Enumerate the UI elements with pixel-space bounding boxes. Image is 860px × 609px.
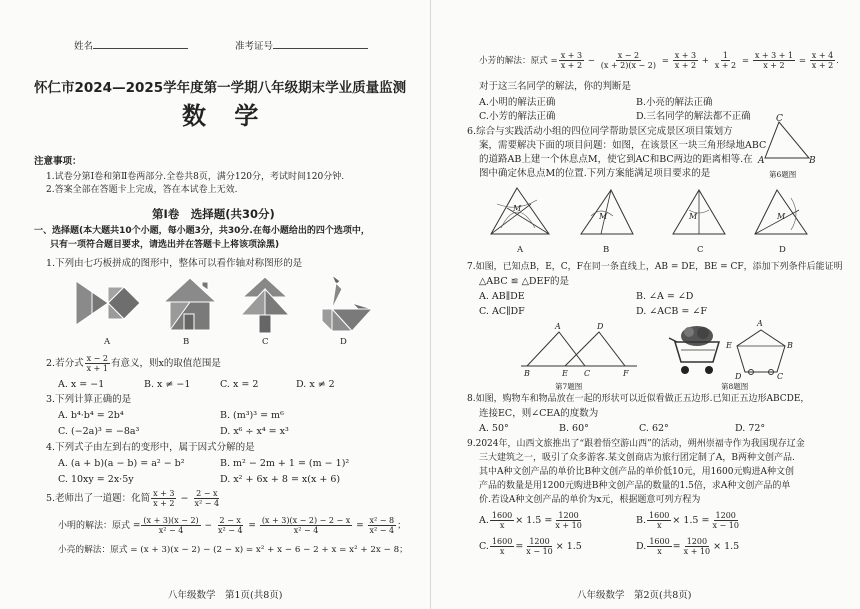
q9-option-a <box>479 510 585 532</box>
name-field <box>74 38 188 53</box>
xf-f2-numerator: x − 2 <box>617 51 640 60</box>
q6-option-b: B <box>603 245 610 255</box>
xiaofang-solution: 小芳的解法：原式 = $\frac{x + 3}{x + 2}$ − $\frac{x - 2}{(x + 2)(x - 2)}$ = $\frac{x + 3}{x + 2}$ + $\frac{1}{x + 2}$ = $\frac{x + 3 + 1}{x + 2}$ = $\frac{x + 4}{x + 2}$ . <box>479 51 839 70</box>
q4-option-c: C. 10xy = 2x·5y <box>58 474 134 485</box>
tangram-fish-figure <box>72 275 144 331</box>
exam-title: 怀仁市2024—2025学年度第一学期八年级期末学业质量监测 <box>34 80 407 96</box>
xf-f4-denominator: x + 2 <box>714 61 737 70</box>
q9-c-tail: × 1.5 <box>555 541 582 552</box>
q9-d-mid: = <box>672 541 681 552</box>
xf-fraction-1 <box>559 51 584 70</box>
xm-fraction-2 <box>216 516 245 535</box>
xiaofang-label: 小芳的解法：原式 = <box>479 56 558 66</box>
q3-option-c: C. (−2a)³ = −8a³ <box>58 426 140 437</box>
q1-option-d-label: D <box>340 337 347 347</box>
q6-option-a: A <box>517 245 524 255</box>
q5-f1-numerator: x + 3 <box>153 489 175 498</box>
q4-option-d: D. x² + 6x + 8 = x(x + 6) <box>220 474 341 485</box>
q7-point-c: C <box>584 369 591 378</box>
q8-option-a: A. 50° <box>479 423 509 434</box>
q6-option-c: C <box>697 245 704 255</box>
xf-f2-denominator: (x + 2)(x − 2) <box>600 61 657 70</box>
q5-f2-denominator: x² − 4 <box>194 499 220 508</box>
q3-option-d: D. x⁶ ÷ x⁴ = x³ <box>220 426 289 437</box>
question-3-stem: 3.下列计算正确的是 <box>46 394 132 405</box>
q5-option-c: C.小芳的解法正确 <box>479 111 556 122</box>
q9-stem-line-4: 产品的数量是用1200元购进B种文创产品的数量的1.5倍，求A种文创产品的单 <box>479 481 791 491</box>
q2-prefix: 2.若分式 <box>46 358 84 369</box>
q6-vertex-a: A <box>758 156 765 166</box>
q6-stem-line-1: 6.综合与实践活动小组的四位同学帮助景区完成景区项目策划方 <box>467 126 733 137</box>
question-2-stem <box>46 354 221 374</box>
q9-option-c <box>479 536 582 558</box>
q9-b-mid: × 1.5 = <box>672 515 710 526</box>
q6-c-point-m: M <box>689 212 698 221</box>
q9-stem-line-5: 价.若设A种文创产品的单价为x元，根据题意可列方程为 <box>479 495 701 505</box>
tangram-tree-figure <box>239 275 291 335</box>
q7-point-a: A <box>555 322 561 331</box>
xf-f1-denominator: x + 2 <box>560 61 583 70</box>
q7-stem-line-2: △ABC ≌ △DEF的是 <box>479 276 570 287</box>
page-1-footer: 八年级数学 第1页(共8页) <box>168 590 283 601</box>
note-2: 2.答案全部在答题卡上完成，答在本试卷上无效. <box>46 185 238 195</box>
xiaoming-solution: 小明的解法：原式 = $\frac{(x + 3)(x - 2)}{\text{x² − 4}}$ − $\frac{2 - x}{\text{x² − 4}}$ = $\frac{(x + 3)(x - 2) - 2 - x}{\text{x² − 4}}$ = $\frac{\text{x² − 8}}{\text{x² − 4}}$ ； <box>58 516 407 535</box>
q6-vertex-c: C <box>776 114 783 124</box>
q7-triangles-figure <box>519 328 639 372</box>
xm-f1-denominator: x² − 4 <box>158 526 184 535</box>
q2-option-c: C. x = 2 <box>220 379 259 390</box>
fig6-caption: 第6题图 <box>769 170 797 179</box>
q5-fraction-1 <box>151 489 176 508</box>
q5-judgement-stem: 对于这三名同学的解法，你的判断是 <box>479 81 632 92</box>
q8-stem-line-1: 8.如图，购物车和物品放在一起的形状可以近似看做正五边形.已知正五边形ABCDE， <box>467 394 810 404</box>
name-label: 姓名 <box>74 41 94 52</box>
q5-prefix: 5.老师出了一道题：化简 <box>46 493 151 504</box>
q6-stem-line-2: 案，需要解决下面的项目问题：如图，在该景区一块三角形绿地ABC <box>479 140 767 151</box>
q9-c-f2-denominator: x − 10 <box>526 547 553 556</box>
q5-option-b: B.小亮的解法正确 <box>636 97 713 108</box>
q9-d-f2-denominator: x + 10 <box>683 547 711 556</box>
q9-a-f2-numerator: 1200 <box>558 511 579 520</box>
q4-option-a: A. (a + b)(a − b) = a² − b² <box>58 458 185 469</box>
shopping-cart-icon <box>667 324 723 378</box>
q5-f1-denominator: x + 2 <box>153 499 175 508</box>
q2-fraction-numerator: x − 2 <box>86 354 108 363</box>
mc-instruction-line-1: 一、选择题(本大题共10个小题，每小题3分，共30分.在每小题给出的四个选项中， <box>34 226 370 236</box>
xm-f4-denominator: x² − 4 <box>369 526 395 535</box>
xf-f3-numerator: x + 3 <box>674 51 697 60</box>
xm-f2-denominator: x² − 4 <box>217 526 243 535</box>
q1-option-c-label: C <box>262 337 269 347</box>
q8-option-c: C. 62° <box>639 423 669 434</box>
q9-b-f1-denominator: x <box>656 521 662 530</box>
q9-a-frac-2 <box>553 511 583 530</box>
xf-fraction-2 <box>599 51 658 70</box>
page-2-footer: 八年级数学 第2页(共8页) <box>577 590 692 601</box>
q2-option-a: A. x = −1 <box>58 379 105 390</box>
q8-stem-line-2: 连接EC，则∠CEA的度数为 <box>479 408 599 419</box>
xf-fraction-3 <box>673 51 698 70</box>
q7-point-e: E <box>562 369 568 378</box>
mc-instruction-line-2: 只有一项符合题目要求，请选出并在答题卡上将该项涂黑) <box>50 240 280 250</box>
section-1-title: 第Ⅰ卷 选择题(共30分) <box>152 207 275 221</box>
q9-d-letter: D. <box>636 541 647 552</box>
xm-f3-numerator: (x + 3)(x − 2) − 2 − x <box>261 516 351 525</box>
tangram-swan-figure <box>318 273 374 335</box>
note-1: 1.试卷分第Ⅰ卷和第Ⅱ卷两部分.全卷共8页，满分120分，考试时间120分钟. <box>46 172 345 182</box>
q6-option-c-construction <box>669 186 729 240</box>
exam-number-field <box>235 38 368 53</box>
q9-a-letter: A. <box>479 515 489 526</box>
q9-stem-line-2: 三大建筑之一，吸引了众多游客.某文创商店为旅行团定制了A，B两种文创产品. <box>479 453 795 463</box>
q9-c-f1-denominator: x <box>499 547 505 556</box>
q9-b-letter: B. <box>636 515 647 526</box>
q3-option-b: B. (m³)³ = m⁶ <box>220 410 284 421</box>
q8-point-c: C <box>777 372 784 381</box>
q7-option-a: A. AB∥DE <box>479 291 525 302</box>
q2-fraction-denominator: x + 1 <box>86 364 108 373</box>
q9-b-f2-numerator: 1200 <box>715 511 736 520</box>
q6-a-point-m: M <box>513 204 522 213</box>
q6-d-point-m: M <box>777 212 786 221</box>
q8-point-b: B <box>787 341 793 350</box>
q5-f2-numerator: 2 − x <box>196 489 218 498</box>
q9-c-frac-1 <box>490 537 514 556</box>
xiaoming-label: 小明的解法：原式 = <box>58 521 141 531</box>
xm-f4-numerator: x² − 8 <box>369 516 395 525</box>
q8-pentagon-figure <box>731 326 791 376</box>
xf-f1-numerator: x + 3 <box>560 51 583 60</box>
q6-option-d: D <box>779 245 786 255</box>
q5-option-a: A.小明的解法正确 <box>479 97 556 108</box>
subject-title: 数 学 <box>182 102 269 130</box>
q9-d-f1-denominator: x <box>657 547 662 556</box>
xm-f2-numerator: 2 − x <box>219 516 241 525</box>
q2-suffix: 有意义，则x的取值范围是 <box>110 358 221 369</box>
q9-d-f2-numerator: 1200 <box>686 537 708 546</box>
q9-a-f2-denominator: x + 10 <box>555 521 582 530</box>
q7-option-d: D. ∠ACB = ∠F <box>636 306 707 317</box>
q9-a-frac-1 <box>490 511 514 530</box>
q9-c-f1-numerator: 1600 <box>491 537 513 546</box>
q2-fraction <box>85 354 110 373</box>
xf-f5-numerator: x + 3 + 1 <box>754 51 794 60</box>
name-blank <box>93 38 188 49</box>
q9-option-d <box>636 536 739 558</box>
notes-header: 注意事项： <box>34 156 82 167</box>
q9-c-mid: = <box>515 541 524 552</box>
q9-stem-line-3: 其中A种文创产品的单价比B种文创产品的单价低10元，用1600元购进A种文创 <box>479 467 794 477</box>
q1-option-b-label: B <box>183 337 190 347</box>
q8-point-d: D <box>735 372 742 381</box>
q1-option-a-label: A <box>104 337 111 347</box>
q6-stem-line-4: 图中确定休息点M的位置.下列方案能满足项目要求的是 <box>479 168 711 179</box>
q2-option-d: D. x ≠ 2 <box>296 379 335 390</box>
q3-option-a: A. b⁴·b⁴ = 2b⁴ <box>58 410 124 421</box>
xf-f6-numerator: x + 4 <box>811 51 834 60</box>
q9-c-letter: C. <box>479 541 489 552</box>
xm-f3-denominator: x² − 4 <box>293 526 319 535</box>
fig8-caption: 第8题图 <box>721 382 749 391</box>
q9-b-frac-2 <box>710 511 740 530</box>
q8-point-e: E <box>726 341 732 350</box>
exam-number-blank <box>273 38 368 49</box>
q9-stem-line-1: 9.2024年，山西文旅推出了“跟着悟空游山西”的活动，朔州崇福寺作为我国现存辽金 <box>467 439 805 449</box>
q5-fraction-2 <box>192 489 221 508</box>
q8-option-b: B. 60° <box>559 423 589 434</box>
exam-number-label: 准考证号 <box>235 41 274 52</box>
q8-option-d: D. 72° <box>735 423 766 434</box>
q9-d-f1-numerator: 1600 <box>649 537 670 546</box>
xiaoliang-solution: 小亮的解法：原式 = (x + 3)(x − 2) − (2 − x) = x² + x − 6 − 2 + x = x² + 2x − 8； <box>58 545 408 555</box>
q9-c-f2-numerator: 1200 <box>529 537 550 546</box>
q4-option-b: B. m² − 2m + 1 = (m − 1)² <box>220 458 350 469</box>
question-5-stem: 5.老师出了一道题：化简 $\frac{x + 3}{x + 2}$ − $\frac{2 - x}{\text{x² − 4}}$ <box>46 489 220 508</box>
q6-triangle-figure <box>761 118 813 166</box>
tangram-house-figure <box>162 276 218 332</box>
xm-fraction-3 <box>260 516 352 535</box>
q8-point-a: A <box>757 319 763 328</box>
xf-fraction-6 <box>810 51 835 70</box>
xf-f6-denominator: x + 2 <box>811 61 834 70</box>
q9-a-f1-denominator: x <box>499 521 505 530</box>
xf-f5-denominator: x + 2 <box>763 61 785 70</box>
q9-a-mid: × 1.5 = <box>515 515 553 526</box>
xf-f4-numerator: 1 <box>722 51 728 60</box>
q7-option-c: C. AC∥DF <box>479 306 525 317</box>
q7-point-f: F <box>623 369 629 378</box>
q7-option-b: B. ∠A = ∠D <box>636 291 694 302</box>
xm-f1-numerator: (x + 3)(x − 2) <box>143 516 199 525</box>
question-4-stem: 4.下列式子由左到右的变形中，属于因式分解的是 <box>46 442 255 453</box>
q9-b-f1-numerator: 1600 <box>649 511 670 520</box>
q9-b-f2-denominator: x − 10 <box>712 521 739 530</box>
q9-c-frac-2 <box>524 537 554 556</box>
q6-b-point-m: M <box>599 212 608 221</box>
q9-d-tail: × 1.5 <box>713 541 740 552</box>
question-1-stem: 1.下列由七巧板拼成的图形中，整体可以看作轴对称图形的是 <box>46 258 303 269</box>
q9-d-frac-1 <box>647 537 671 556</box>
exam-page-2 <box>430 0 860 609</box>
xm-fraction-1 <box>141 516 200 535</box>
q9-d-frac-2 <box>682 537 712 556</box>
xf-fraction-4 <box>713 51 738 70</box>
q6-vertex-b: B <box>809 156 816 166</box>
q9-a-f1-numerator: 1600 <box>491 511 513 520</box>
xm-fraction-4 <box>368 516 397 535</box>
q7-stem-line-1: 7.如图，已知点B，E，C，F在同一条直线上，AB = DE，BE = CF，添加下列条件后能证明 <box>467 262 843 272</box>
xf-fraction-5 <box>753 51 795 70</box>
fig7-caption: 第7题图 <box>555 382 583 391</box>
q9-b-frac-1 <box>647 511 671 530</box>
q9-option-b <box>636 510 742 532</box>
q6-stem-line-3: 的道路AB上建一个休息点M，使它到AC和BC两边的距离相等.在 <box>479 154 753 165</box>
q2-option-b: B. x ≠ −1 <box>144 379 191 390</box>
q5-option-d: D.三名同学的解法都不正确 <box>636 111 751 122</box>
q7-point-d: D <box>597 322 604 331</box>
xf-f3-denominator: x + 2 <box>674 61 697 70</box>
q7-point-b: B <box>524 369 530 378</box>
